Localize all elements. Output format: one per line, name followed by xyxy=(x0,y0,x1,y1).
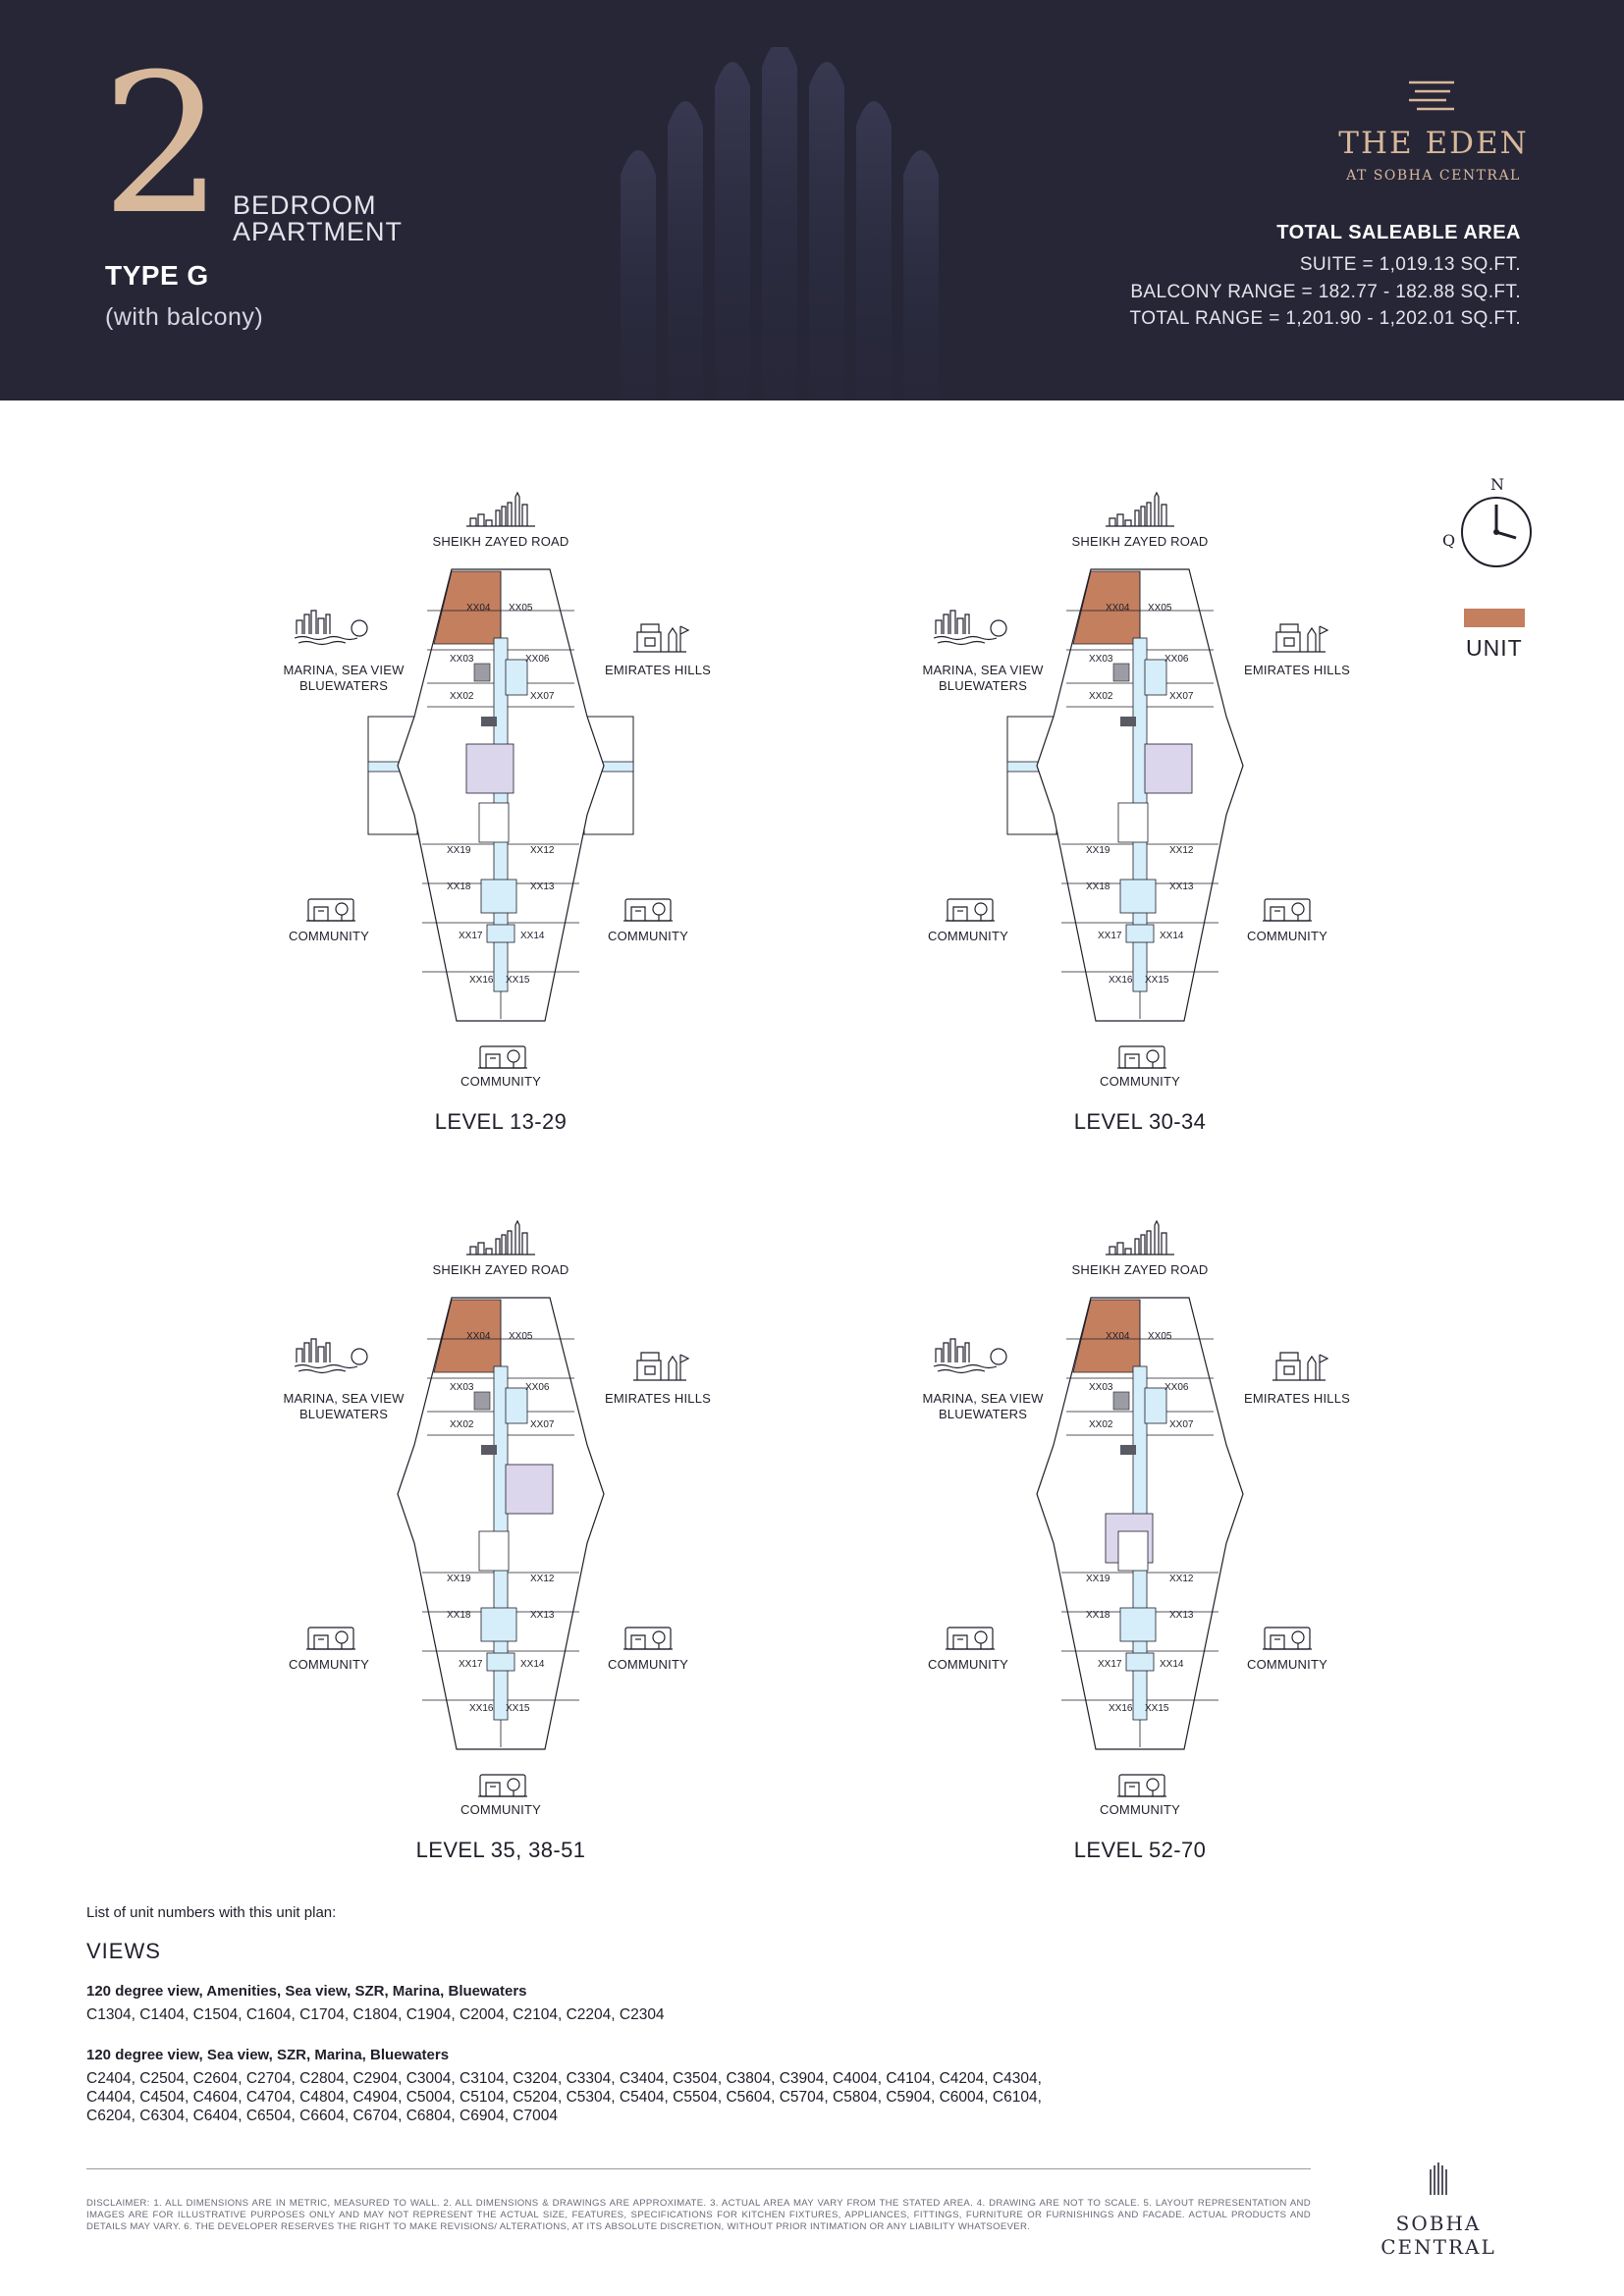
unit-label-xx19: XX19 xyxy=(447,1574,471,1584)
marina-icon xyxy=(934,611,1006,645)
unit-label-xx16: XX16 xyxy=(469,975,494,986)
unit-label-xx06: XX06 xyxy=(1164,1382,1189,1393)
unit-label-xx13: XX13 xyxy=(1169,881,1194,892)
unit-label-xx16: XX16 xyxy=(469,1703,494,1714)
unit-label-xx05: XX05 xyxy=(1148,603,1172,614)
unit-label-xx13: XX13 xyxy=(530,881,555,892)
view-group-title: 120 degree view, Sea view, SZR, Marina, Bluewaters xyxy=(86,2047,450,2063)
label-emirates-hills: EMIRATES HILLS xyxy=(604,1391,712,1406)
unit-label-xx03: XX03 xyxy=(450,1382,474,1393)
label-community-bottom: COMMUNITY xyxy=(1100,1802,1180,1817)
compass xyxy=(1435,475,1540,573)
unit-label-xx06: XX06 xyxy=(1164,654,1189,665)
unit-label-xx07: XX07 xyxy=(1169,691,1194,702)
unit-label-xx13: XX13 xyxy=(530,1610,555,1621)
emirates-hills-icon xyxy=(633,1353,688,1380)
total-range: TOTAL RANGE = 1,201.90 - 1,202.01 SQ.FT. xyxy=(1129,308,1521,329)
label-marina-sea-view: MARINA, SEA VIEW xyxy=(922,663,1044,677)
apartment-label: APARTMENT xyxy=(233,217,404,246)
unit-label-xx14: XX14 xyxy=(520,1659,545,1670)
unit-label-xx16: XX16 xyxy=(1109,975,1133,986)
footer-divider xyxy=(86,2168,1311,2169)
lift-core xyxy=(1145,744,1192,793)
unit-label-xx12: XX12 xyxy=(1169,1574,1194,1584)
unit-label-xx07: XX07 xyxy=(530,691,555,702)
label-bluewaters: BLUEWATERS xyxy=(298,1407,389,1421)
label-bluewaters: BLUEWATERS xyxy=(938,678,1028,693)
logo-title: THE EDEN xyxy=(1338,126,1529,161)
label-community-bottom: COMMUNITY xyxy=(1100,1074,1180,1089)
unit-label-xx04: XX04 xyxy=(466,1331,491,1342)
legend-label: UNIT xyxy=(1466,635,1523,661)
arches-decoration xyxy=(619,47,1011,400)
community-icon xyxy=(946,899,995,921)
floor-plan-drawing xyxy=(914,1209,1366,1896)
floor-plan-drawing xyxy=(275,1209,727,1896)
unit-label-xx04: XX04 xyxy=(466,603,491,614)
marina-icon xyxy=(295,1339,367,1373)
unit-label-xx02: XX02 xyxy=(1089,691,1113,702)
unit-label-xx17: XX17 xyxy=(1098,931,1122,941)
community-icon xyxy=(1263,899,1312,921)
community-icon xyxy=(306,1628,355,1649)
community-icon xyxy=(1117,1775,1166,1796)
unit-label-xx02: XX02 xyxy=(450,1419,474,1430)
unit-label-xx18: XX18 xyxy=(447,1610,471,1621)
floor-plan-2 xyxy=(914,481,1366,1168)
suite-area: SUITE = 1,019.13 SQ.FT. xyxy=(1299,254,1521,275)
label-sheikh-zayed-road: SHEIKH ZAYED ROAD xyxy=(432,1262,569,1277)
eden-logo-icon xyxy=(1407,79,1456,112)
label-marina-sea-view: MARINA, SEA VIEW xyxy=(283,1391,405,1406)
unit-label-xx18: XX18 xyxy=(1086,881,1110,892)
unit-label-xx19: XX19 xyxy=(1086,1574,1110,1584)
footer-logo: SOBHA CENTRAL xyxy=(1380,2212,1496,2259)
label-bluewaters: BLUEWATERS xyxy=(938,1407,1028,1421)
marina-icon xyxy=(934,1339,1006,1373)
floor-plan-4 xyxy=(914,1209,1366,1896)
disclaimer: DISCLAIMER: 1. ALL DIMENSIONS ARE IN METRIC, MEASURED TO WALL. 2. ALL DIMENSIONS & DRAWINGS ARE APPROXIMATE. 3. ACTUAL AREA MAY VARY FROM THE STATED AREA. 4. DRAWING ARE NOT TO SCALE. 5. LAYOUT REPRESENTATION AND IMAGES ARE FOR ILLUSTRATIVE PURPOSES ONLY AND MAY NOT REPRESENT THE ACTUAL SIZE, FEATURES, SPECIFICATIONS FOR KITCHEN FIXTURES, APPLIANCES, FITTINGS, FURNITURE OR FURNISHINGS AND FACADE. ACTUAL PRODUCTS AND DETAILS MAY VARY. 6. THE DEVELOPER RESERVES THE RIGHT TO MAKE REVISIONS/ ALTERATIONS, AT ITS ABSOLUTE DISCRETION, WITHOUT PRIOR INTIMATION OR ANY LIABILITY WHATSOEVER. xyxy=(86,2198,1311,2232)
community-icon xyxy=(623,899,673,921)
city-skyline-icon xyxy=(1106,1221,1174,1255)
unit-label-xx14: XX14 xyxy=(520,931,545,941)
floor-plan-1 xyxy=(275,481,727,1168)
label-community-left: COMMUNITY xyxy=(289,929,369,943)
unit-label-xx04: XX04 xyxy=(1106,603,1130,614)
bedroom-label: BEDROOM xyxy=(233,190,377,220)
unit-label-xx14: XX14 xyxy=(1160,1659,1184,1670)
compass-q: Q xyxy=(1442,531,1456,550)
compass-icon xyxy=(1435,475,1540,573)
community-icon xyxy=(306,899,355,921)
unit-label-xx12: XX12 xyxy=(1169,845,1194,856)
unit-label-xx12: XX12 xyxy=(530,845,555,856)
lift-core xyxy=(506,1465,553,1514)
level-title: LEVEL 30-34 xyxy=(1073,1109,1207,1134)
unit-label-xx12: XX12 xyxy=(530,1574,555,1584)
header-banner xyxy=(0,0,1624,400)
unit-subtitle: (with balcony) xyxy=(105,303,264,331)
city-skyline-icon xyxy=(1106,493,1174,526)
city-skyline-icon xyxy=(466,1221,535,1255)
unit-label-xx18: XX18 xyxy=(447,881,471,892)
unit-label-xx17: XX17 xyxy=(459,1659,483,1670)
unit-label-xx18: XX18 xyxy=(1086,1610,1110,1621)
unit-label-xx03: XX03 xyxy=(1089,1382,1113,1393)
floor-plan-drawing xyxy=(914,481,1366,1168)
label-community-right: COMMUNITY xyxy=(1247,1657,1327,1672)
logo-subtitle: AT SOBHA CENTRAL xyxy=(1346,168,1521,184)
emirates-hills-icon xyxy=(1272,624,1327,652)
level-title: LEVEL 52-70 xyxy=(1073,1838,1207,1862)
community-icon xyxy=(1263,1628,1312,1649)
unit-label-xx05: XX05 xyxy=(509,1331,533,1342)
city-skyline-icon xyxy=(466,493,535,526)
level-title: LEVEL 35, 38-51 xyxy=(415,1838,586,1862)
lift-core xyxy=(466,744,514,793)
unit-label-xx07: XX07 xyxy=(530,1419,555,1430)
legend-swatch xyxy=(1464,609,1525,627)
community-icon xyxy=(478,1775,527,1796)
unit-type: TYPE G xyxy=(105,260,209,291)
view-group-units: C2404, C2504, C2604, C2704, C2804, C2904, C3004, C3104, C3204, C3304, C3404, C3504, C3804, C3904, C4004, C4104, C4204, C4304, C4404, C4504, C4604, C4704, C4804, C4904, C5004, C5104, C5204, C5304, C5404, C5504, C5604, C5704, C5804, C5904, C6004, C6104, C6204, C6304, C6404, C6504, C6604, C6704, C6804, C6904, C7004 xyxy=(86,2070,1042,2124)
label-community-right: COMMUNITY xyxy=(608,929,688,943)
unit-label-xx02: XX02 xyxy=(1089,1419,1113,1430)
unit-label-xx13: XX13 xyxy=(1169,1610,1194,1621)
unit-list-intro: List of unit numbers with this unit plan: xyxy=(86,1904,337,1921)
label-community-left: COMMUNITY xyxy=(928,1657,1008,1672)
label-marina-sea-view: MARINA, SEA VIEW xyxy=(922,1391,1044,1406)
unit-label-xx19: XX19 xyxy=(1086,845,1110,856)
view-group-units: C1304, C1404, C1504, C1604, C1704, C1804, C1904, C2004, C2104, C2204, C2304 xyxy=(86,2006,665,2023)
compass-north: N xyxy=(1490,475,1504,494)
label-bluewaters: BLUEWATERS xyxy=(298,678,389,693)
unit-label-xx07: XX07 xyxy=(1169,1419,1194,1430)
unit-label-xx02: XX02 xyxy=(450,691,474,702)
bedroom-count: 2 xyxy=(101,33,224,257)
emirates-hills-icon xyxy=(1272,1353,1327,1380)
unit-label-xx15: XX15 xyxy=(506,975,530,986)
unit-label-xx05: XX05 xyxy=(509,603,533,614)
community-icon xyxy=(1117,1046,1166,1068)
label-community-bottom: COMMUNITY xyxy=(460,1802,541,1817)
unit-label-xx19: XX19 xyxy=(447,845,471,856)
label-emirates-hills: EMIRATES HILLS xyxy=(1243,663,1351,677)
unit-label-xx15: XX15 xyxy=(1145,1703,1169,1714)
sobha-logo-icon xyxy=(1428,2162,1451,2197)
label-community-left: COMMUNITY xyxy=(289,1657,369,1672)
unit-label-xx03: XX03 xyxy=(1089,654,1113,665)
community-icon xyxy=(478,1046,527,1068)
unit-label-xx16: XX16 xyxy=(1109,1703,1133,1714)
unit-label-xx04: XX04 xyxy=(1106,1331,1130,1342)
label-emirates-hills: EMIRATES HILLS xyxy=(1243,1391,1351,1406)
level-title: LEVEL 13-29 xyxy=(434,1109,568,1134)
label-community-left: COMMUNITY xyxy=(928,929,1008,943)
label-community-bottom: COMMUNITY xyxy=(460,1074,541,1089)
marina-icon xyxy=(295,611,367,645)
label-emirates-hills: EMIRATES HILLS xyxy=(604,663,712,677)
emirates-hills-icon xyxy=(633,624,688,652)
label-sheikh-zayed-road: SHEIKH ZAYED ROAD xyxy=(432,534,569,549)
unit-label-xx06: XX06 xyxy=(525,1382,550,1393)
view-group-title: 120 degree view, Amenities, Sea view, SZR, Marina, Bluewaters xyxy=(86,1983,527,2000)
unit-label-xx17: XX17 xyxy=(1098,1659,1122,1670)
balcony-range: BALCONY RANGE = 182.77 - 182.88 SQ.FT. xyxy=(1130,282,1521,302)
views-title: VIEWS xyxy=(86,1939,161,1963)
unit-label-xx05: XX05 xyxy=(1148,1331,1172,1342)
community-icon xyxy=(946,1628,995,1649)
label-community-right: COMMUNITY xyxy=(1247,929,1327,943)
unit-label-xx17: XX17 xyxy=(459,931,483,941)
floor-plan-3 xyxy=(275,1209,727,1896)
label-sheikh-zayed-road: SHEIKH ZAYED ROAD xyxy=(1071,534,1209,549)
area-title: TOTAL SALEABLE AREA xyxy=(1276,222,1521,243)
label-community-right: COMMUNITY xyxy=(608,1657,688,1672)
unit-label-xx06: XX06 xyxy=(525,654,550,665)
label-marina-sea-view: MARINA, SEA VIEW xyxy=(283,663,405,677)
community-icon xyxy=(623,1628,673,1649)
unit-label-xx03: XX03 xyxy=(450,654,474,665)
floor-plan-drawing xyxy=(275,481,727,1168)
unit-label-xx14: XX14 xyxy=(1160,931,1184,941)
unit-label-xx15: XX15 xyxy=(1145,975,1169,986)
label-sheikh-zayed-road: SHEIKH ZAYED ROAD xyxy=(1071,1262,1209,1277)
unit-label-xx15: XX15 xyxy=(506,1703,530,1714)
